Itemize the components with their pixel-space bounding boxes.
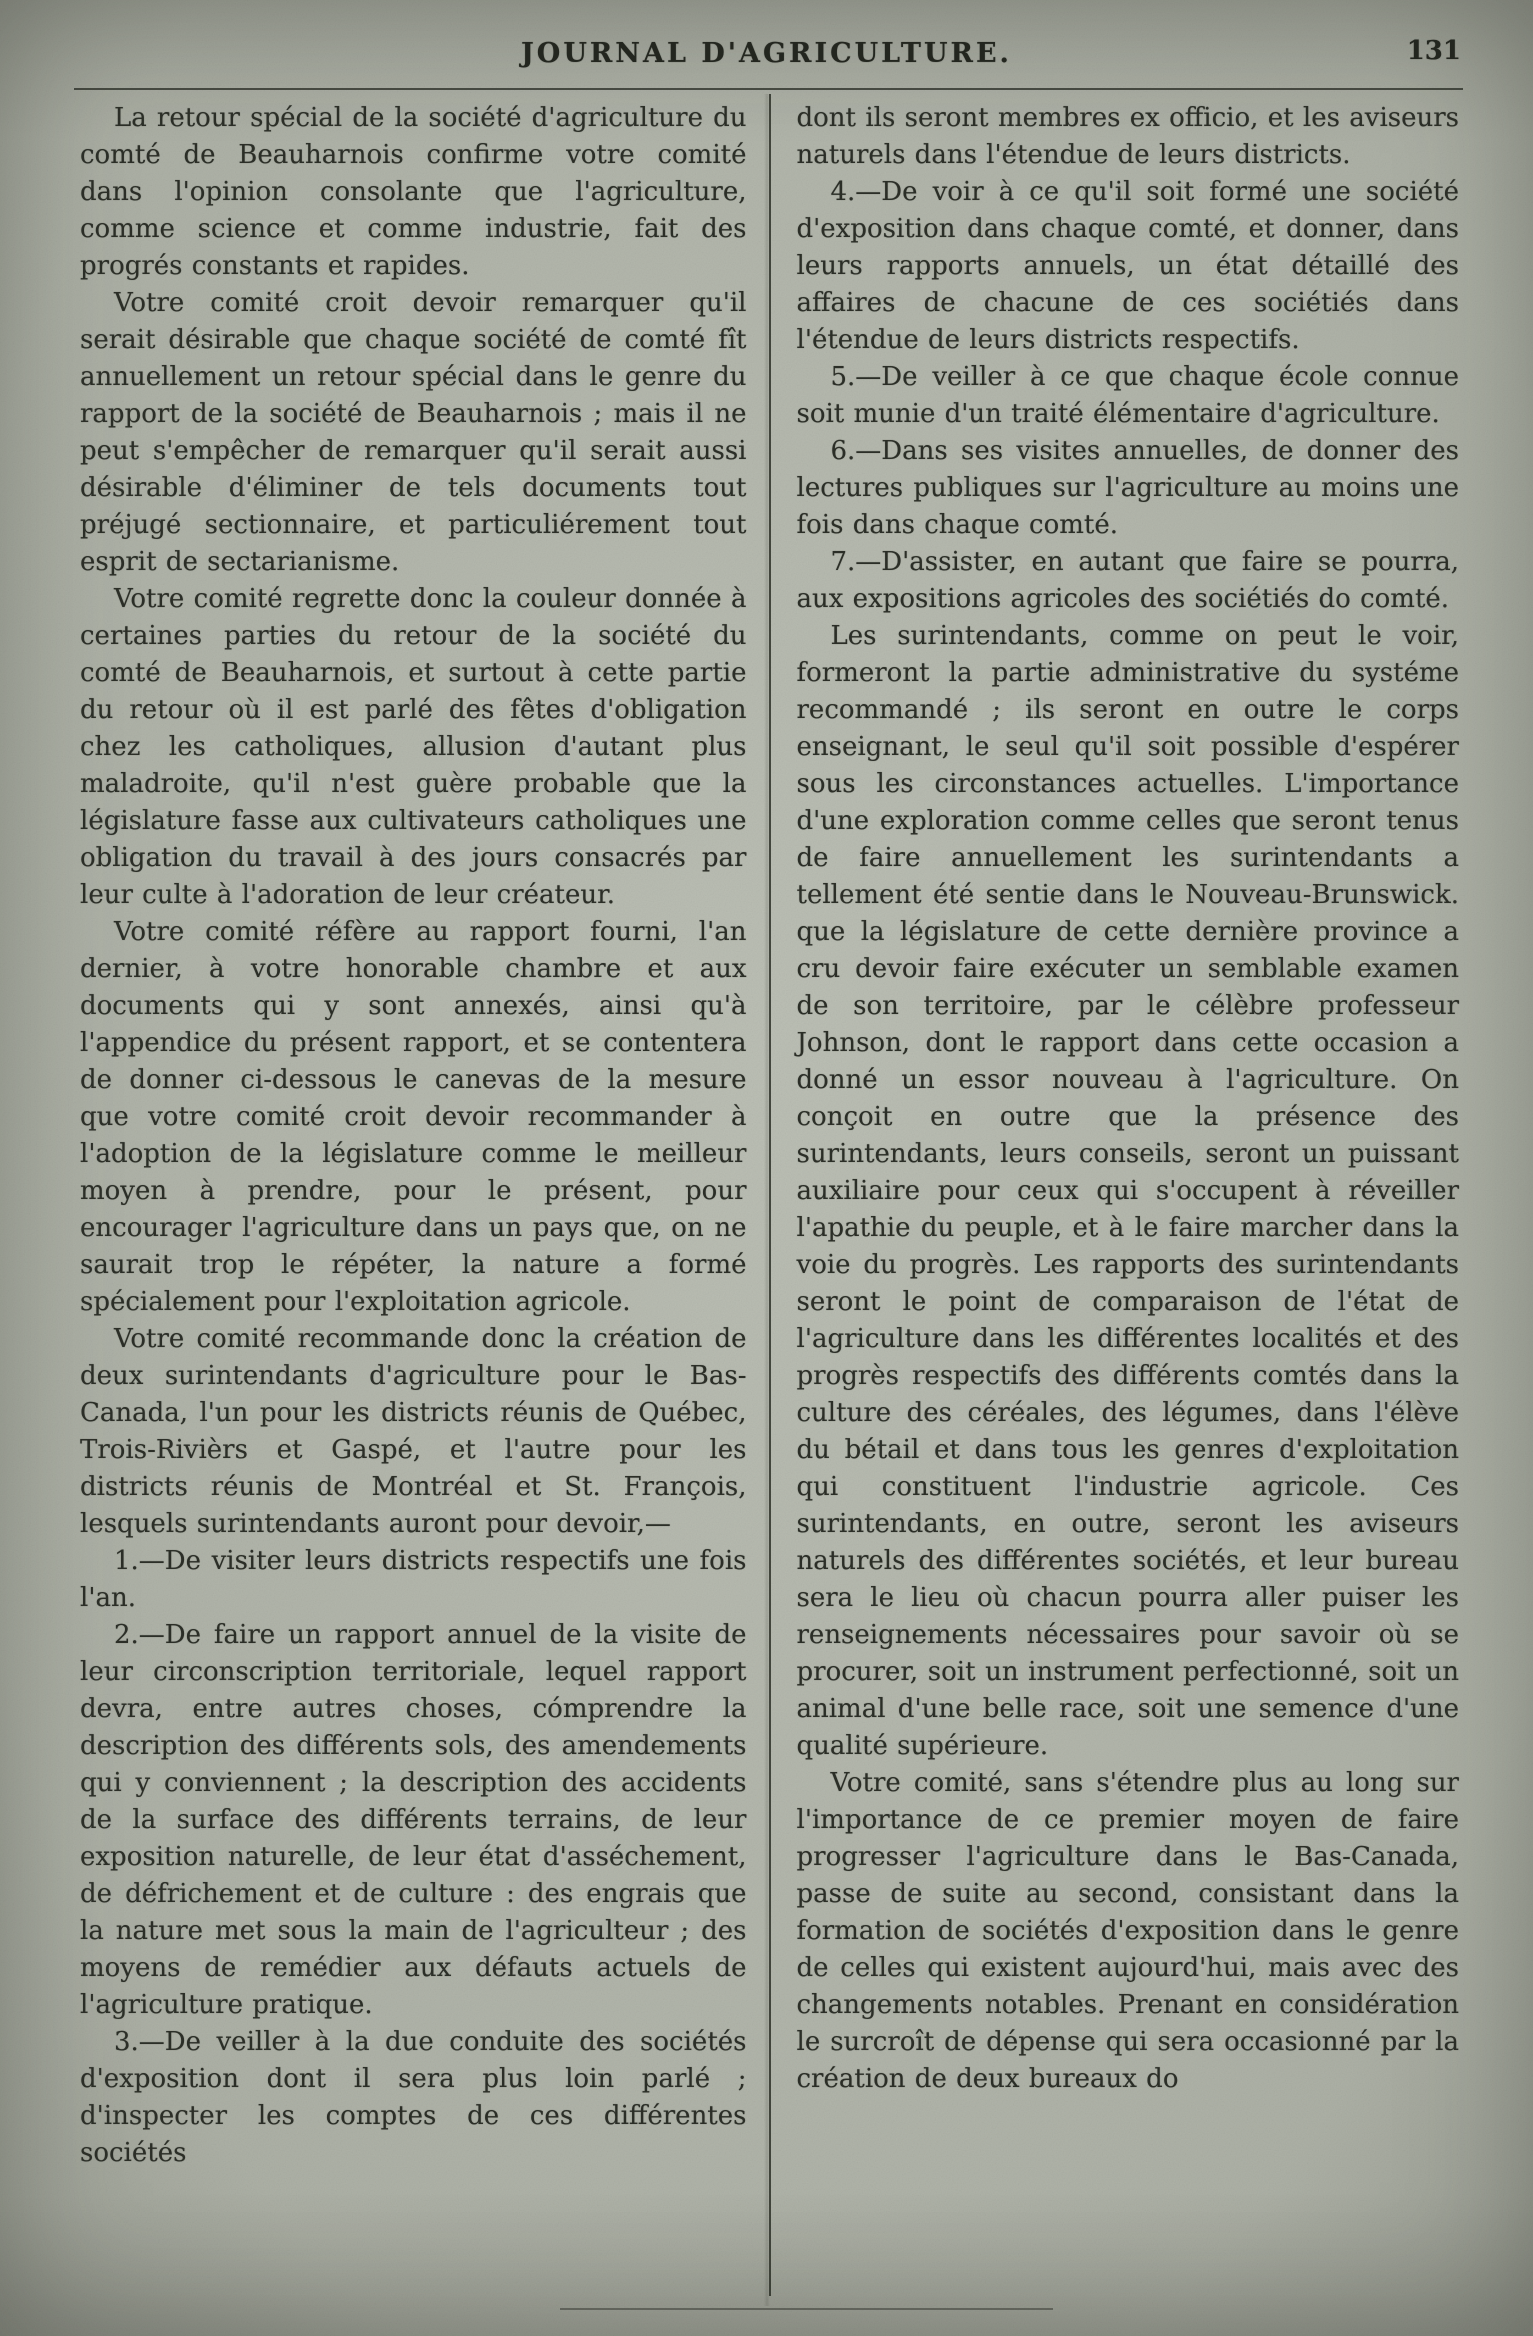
paragraph: La retour spécial de la société d'agriculture du comté de Beauharnois confirme votre comité dans l'opinion consolante que l'agriculture, comme science et comme industrie, fait des progrés constants et rapides. — [80, 103, 747, 281]
paragraph-continuation: dont ils seront membres ex officio, et les aviseurs naturels dans l'étendue de leurs districts. — [796, 103, 1459, 170]
list-item-3: 3.—De veiller à la due conduite des sociétés d'exposition dont il sera plus loin parlé ; d'inspecter les comptes de ces différentes sociétés — [80, 2027, 747, 2168]
paragraph: Votre comité recommande donc la création de deux surintendants d'agriculture pour le Bas-Canada, l'un pour les districts réunis de Québec, Trois-Rivièrs et Gaspé, et l'autre pour les districts réunis de Montréal et St. François, lesquels surintendants auront pour devoir,— — [80, 1324, 747, 1539]
list-item-4: 4.—De voir à ce qu'il soit formé une société d'exposition dans chaque comté, et donner, dans leurs rapports annuels, un état détaillé des affaires de chacune de ces sociétiés dans l'étendue de leurs districts respectifs. — [796, 177, 1459, 355]
paragraph: Votre comité réfère au rapport fourni, l'an dernier, à votre honorable chambre et aux documents qui y sont annexés, ainsi qu'à l'appendice du présent rapport, et se contentera de donner ci-dessous le canevas de la mesure que votre comité croit devoir recommander à l'adoption de la législature comme le meilleur moyen à prendre, pour le présent, pour encourager l'agriculture dans un pays que, on ne saurait trop le répéter, la nature a formé spécialement pour l'exploitation agricole. — [80, 917, 747, 1317]
list-item-7: 7.—D'assister, en autant que faire se pourra, aux expositions agricoles des sociétiés do comté. — [796, 547, 1459, 614]
left-column — [74, 94, 769, 2296]
paragraph: Votre comité regrette donc la couleur donnée à certaines parties du retour de la société du comté de Beauharnois, et surtout à cette partie du retour où il est parlé des fêtes d'obligation chez les catholiques, allusion d'autant plus maladroite, qu'il n'est guère probable que la législature fasse aux cultivateurs catholiques une obligation du travail à des jours consacrés par leur culte à l'adoration de leur créateur. — [80, 584, 747, 910]
journal-title: JOURNAL D'AGRICULTURE. — [521, 38, 1012, 69]
list-item-6: 6.—Dans ses visites annuelles, de donner des lectures publiques sur l'agriculture au moins une fois dans chaque comté. — [796, 436, 1459, 540]
page-number: 131 — [1406, 36, 1461, 66]
list-item-5: 5.—De veiller à ce que chaque école connue soit munie d'un traité élémentaire d'agriculture. — [796, 362, 1459, 429]
list-item-2: 2.—De faire un rapport annuel de la visite de leur circonscription territoriale, lequel rapport devra, entre autres choses, cómprendre la description des différents sols, des amendements qui y conviennent ; la description des accidents de la surface des différents terrains, de leur exposition naturelle, de leur état d'asséchement, de défrichement et de culture : des engrais que la nature met sous la main de l'agriculteur ; des moyens de remédier aux défauts actuels de l'agriculture pratique. — [80, 1620, 747, 2020]
paragraph: Votre comité, sans s'étendre plus au long sur l'importance de ce premier moyen de faire progresser l'agriculture dans le Bas-Canada, passe de suite au second, consistant dans la formation de sociétés d'exposition dans le genre de celles qui existent aujourd'hui, mais avec des changements notables. Prenant en considération le surcroît de dépense qui sera occasionné par la création de deux bureaux do — [796, 1768, 1459, 2094]
two-column-text — [74, 94, 1463, 2296]
paragraph: Les surintendants, comme on peut le voir, formeront la partie administrative du systéme recommandé ; ils seront en outre le corps enseignant, le seul qu'il soit possible d'espérer sous les circonstances actuelles. L'importance d'une exploration comme celles que seront tenus de faire annuellement les surintendants a tellement été sentie dans le Nouveau-Brunswick. que la législature de cette dernière province a cru devoir faire exécuter un semblable examen de son territoire, par le célèbre professeur Johnson, dont le rapport dans cette occasion a donné un essor nouveau à l'agriculture. On conçoit en outre que la présence des surintendants, leurs conseils, seront un puissant auxiliaire pour ceux qui s'occupent à réveiller l'apathie du peuple, et à le faire marcher dans la voie du progrès. Les rapports des surintendants seront le point de comparaison de l'état de l'agriculture dans les différentes localités et des progrès respectifs des différents comtés dans la culture des céréales, des légumes, dans l'élève du bétail et dans tous les genres d'exploitation qui constituent l'industrie agricole. Ces surintendants, en outre, seront les aviseurs naturels des différentes sociétés, et leur bureau sera le lieu où chacun pourra aller puiser les renseignements nécessaires pour savoir où se procurer, soit un instrument perfectionné, soit un animal d'une belle race, soit une semence d'une qualité supérieure. — [796, 621, 1459, 1761]
list-item-1: 1.—De visiter leurs districts respectifs une fois l'an. — [80, 1546, 747, 1613]
footer-rule — [560, 2308, 1053, 2310]
paragraph: Votre comité croit devoir remarquer qu'il serait désirable que chaque société de comté fît annuellement un retour spécial dans le genre du rapport de la société de Beauharnois ; mais il ne peut s'empêcher de remarquer qu'il serait aussi désirable d'éliminer de tels documents tout préjugé sectionnaire, et particuliérement tout esprit de sectarianisme. — [80, 288, 747, 577]
right-column — [769, 94, 1464, 2296]
header-rule — [74, 88, 1463, 90]
